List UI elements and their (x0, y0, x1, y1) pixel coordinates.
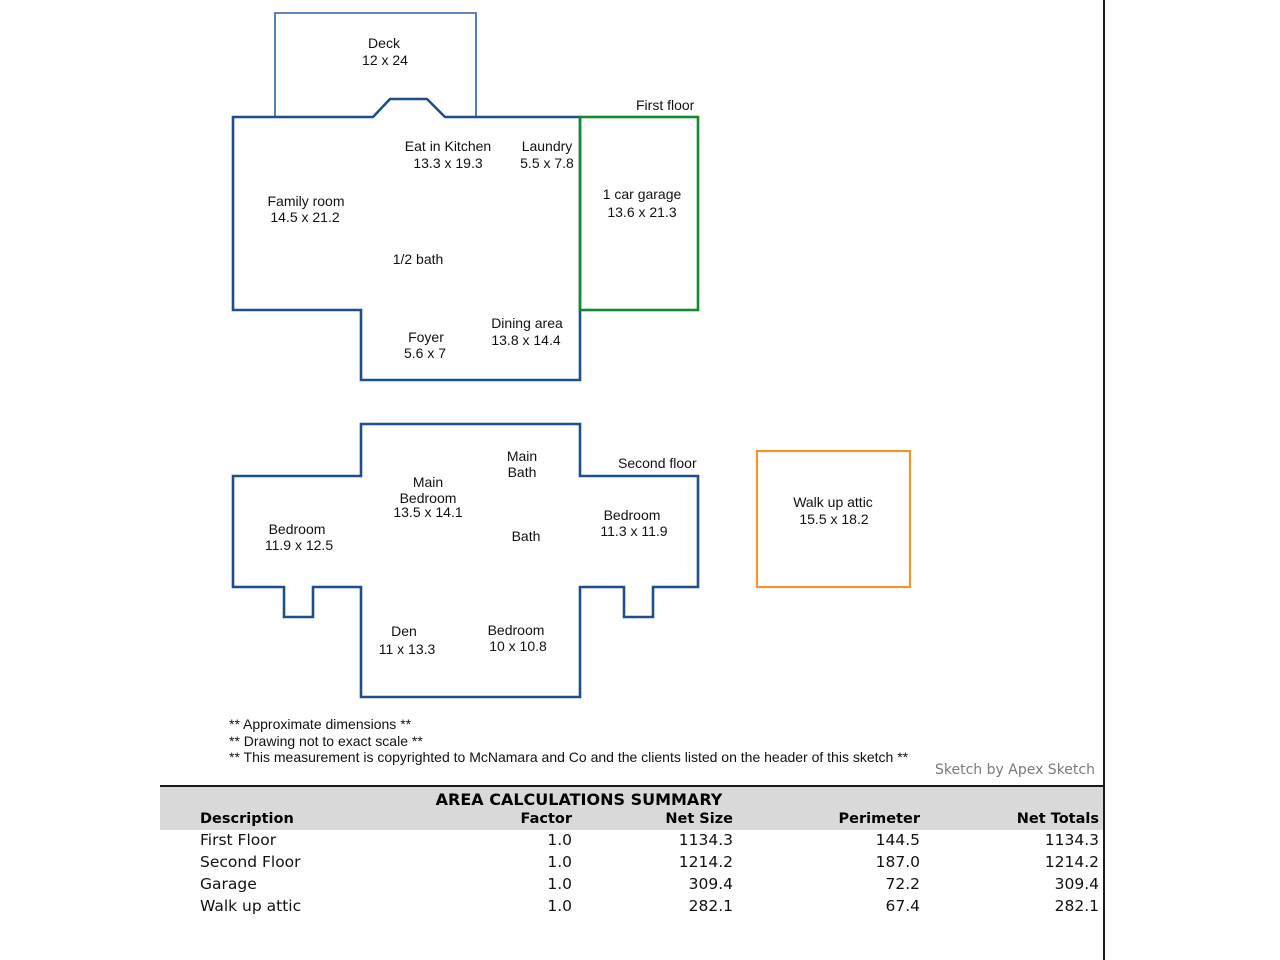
row-net-size: 1134.3 (678, 831, 733, 849)
room-name: Bedroom (487, 622, 545, 638)
room-size: 5.5 x 7.8 (520, 155, 574, 171)
row-factor: 1.0 (547, 853, 572, 871)
page-right-border (1103, 0, 1105, 960)
row-perimeter: 187.0 (875, 853, 920, 871)
col-header-net-totals: Net Totals (1016, 811, 1099, 827)
row-description: Walk up attic (200, 897, 302, 915)
row-net-totals: 1214.2 (1044, 853, 1099, 871)
room-name-multiline: Main Bedroom (399, 474, 457, 506)
room-name: Foyer (408, 329, 444, 345)
room-name: Den (391, 623, 417, 639)
col-header-perimeter: Perimeter (838, 811, 920, 827)
room-name-multiline: Main Bath (506, 448, 538, 480)
sketch-credit: Sketch by Apex Sketch (935, 762, 1095, 778)
room-size: 13.3 x 19.3 (413, 155, 483, 171)
room-name: Bedroom (603, 507, 661, 523)
room-name: Walk up attic (793, 494, 873, 510)
room-name: Bath (511, 528, 541, 544)
room-size: 11.9 x 12.5 (264, 537, 334, 553)
first-floor-label: First floor (636, 97, 695, 113)
row-net-size: 1214.2 (678, 853, 733, 871)
col-header-factor: Factor (520, 811, 572, 827)
row-factor: 1.0 (547, 875, 572, 893)
room-size: 13.5 x 14.1 (393, 504, 463, 520)
note-line: ** Approximate dimensions ** (229, 716, 412, 732)
row-description: Garage (200, 875, 257, 893)
row-perimeter: 67.4 (885, 897, 920, 915)
room-size: 14.5 x 21.2 (270, 209, 340, 225)
col-header-description: Description (200, 811, 294, 827)
row-net-size: 282.1 (688, 897, 733, 915)
room-size: 15.5 x 18.2 (799, 511, 869, 527)
row-net-totals: 1134.3 (1044, 831, 1099, 849)
second-floor-label: Second floor (618, 455, 697, 471)
summary-title: AREA CALCULATIONS SUMMARY (435, 790, 723, 809)
room-name: Deck (368, 35, 400, 51)
room-size: 5.6 x 7 (403, 345, 447, 361)
row-factor: 1.0 (547, 831, 572, 849)
room-size: 13.6 x 21.3 (607, 204, 677, 220)
room-size: 11.3 x 11.9 (600, 523, 668, 539)
room-name: 1 car garage (602, 186, 682, 202)
room-name: Dining area (491, 315, 563, 331)
row-net-totals: 282.1 (1054, 897, 1099, 915)
row-description: First Floor (200, 831, 277, 849)
row-perimeter: 72.2 (885, 875, 920, 893)
row-factor: 1.0 (547, 897, 572, 915)
room-size: 11 x 13.3 (378, 641, 436, 657)
room-size: 10 x 10.8 (489, 638, 547, 654)
room-name: 1/2 bath (392, 251, 444, 267)
note-line: ** This measurement is copyrighted to McNamara and Co and the clients listed on the header of this sketch ** (229, 749, 909, 765)
note-line: ** Drawing not to exact scale ** (229, 732, 423, 749)
room-name: Family room (267, 193, 345, 209)
row-net-size: 309.4 (688, 875, 733, 893)
col-header-net-size: Net Size (665, 811, 733, 827)
row-perimeter: 144.5 (875, 831, 920, 849)
sketch-notes (229, 716, 908, 766)
room-name: Eat in Kitchen (404, 138, 492, 154)
row-net-totals: 309.4 (1054, 875, 1099, 893)
room-name: Laundry (521, 138, 573, 154)
room-size: 13.8 x 14.4 (491, 332, 561, 348)
row-description: Second Floor (200, 853, 301, 871)
room-name: Bedroom (268, 521, 326, 537)
room-size: 12 x 24 (362, 52, 408, 68)
